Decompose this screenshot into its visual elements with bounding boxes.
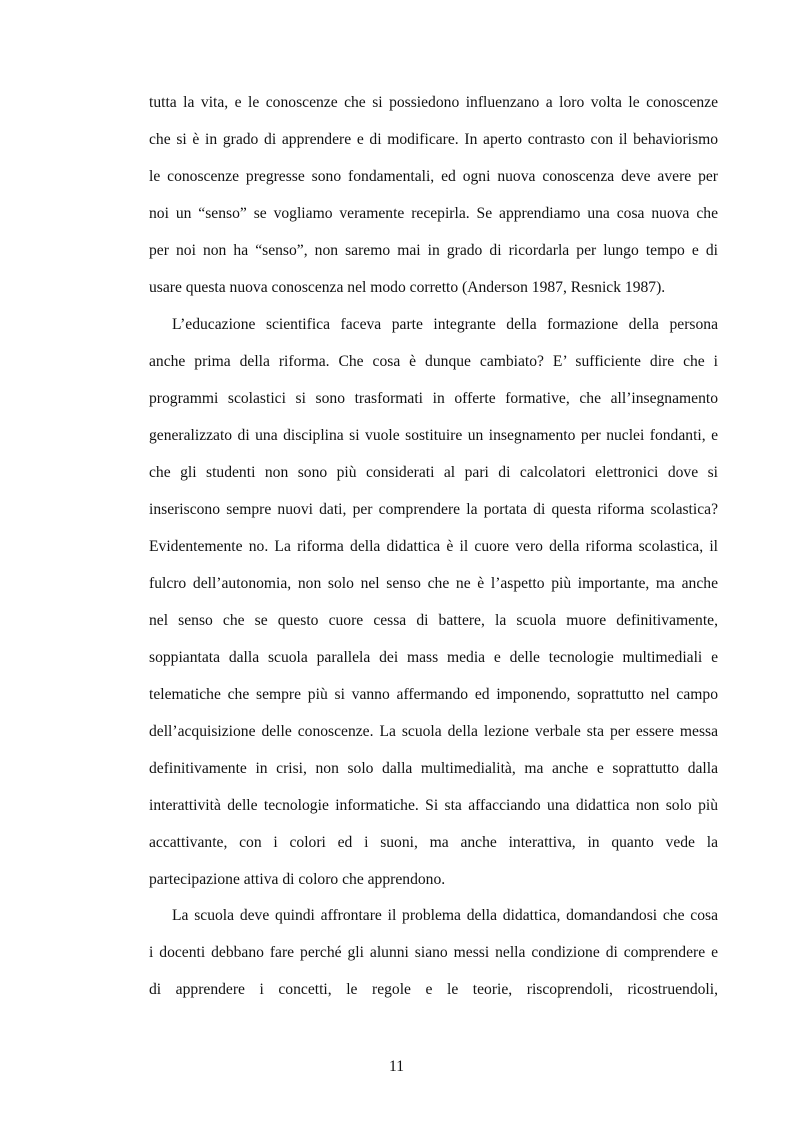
text-line: L’educazione scientifica faceva parte integrante della formazione della persona bbox=[172, 316, 718, 333]
text-line: tutta la vita, e le conoscenze che si possiedono influenzano a loro volta le conoscenze bbox=[149, 94, 718, 111]
text-line: nel senso che se questo cuore cessa di battere, la scuola muore definitivamente, bbox=[149, 612, 718, 629]
text-line: programmi scolastici si sono trasformati in offerte formative, che all’insegnamento bbox=[149, 390, 718, 407]
text-line: definitivamente in crisi, non solo dalla multimedialità, ma anche e soprattutto dalla bbox=[149, 760, 718, 777]
page-number: 11 bbox=[388, 1058, 404, 1075]
text-line: che gli studenti non sono più considerati al pari di calcolatori elettronici dove si bbox=[149, 464, 718, 481]
text-line: anche prima della riforma. Che cosa è dunque cambiato? E’ sufficiente dire che i bbox=[149, 353, 718, 370]
text-line: fulcro dell’autonomia, non solo nel senso che ne è l’aspetto più importante, ma anche bbox=[149, 575, 718, 592]
text-line: inseriscono sempre nuovi dati, per comprendere la portata di questa riforma scolastica? bbox=[149, 501, 718, 518]
text-line: per noi non ha “senso”, non saremo mai in grado di ricordarla per lungo tempo e di bbox=[149, 242, 718, 259]
text-line: usare questa nuova conoscenza nel modo corretto (Anderson 1987, Resnick 1987). bbox=[149, 279, 666, 296]
text-line: Evidentemente no. La riforma della didattica è il cuore vero della riforma scolastica, il bbox=[149, 538, 718, 555]
text-line: i docenti debbano fare perché gli alunni siano messi nella condizione di comprendere e bbox=[149, 944, 718, 961]
text-line: le conoscenze pregresse sono fondamentali, ed ogni nuova conoscenza deve avere per bbox=[149, 168, 718, 185]
text-line: che si è in grado di apprendere e di modificare. In aperto contrasto con il behaviorismo bbox=[149, 131, 718, 148]
text-line: accattivante, con i colori ed i suoni, ma anche interattiva, in quanto vede la bbox=[149, 834, 718, 851]
text-line: dell’acquisizione delle conoscenze. La scuola della lezione verbale sta per essere messa bbox=[149, 723, 718, 740]
text-line: telematiche che sempre più si vanno affermando ed imponendo, soprattutto nel campo bbox=[149, 686, 718, 703]
text-line: La scuola deve quindi affrontare il problema della didattica, domandandosi che cosa bbox=[172, 907, 718, 924]
text-line: soppiantata dalla scuola parallela dei mass media e delle tecnologie multimediali e bbox=[149, 649, 718, 666]
text-line: di apprendere i concetti, le regole e le teorie, riscoprendoli, ricostruendoli, bbox=[149, 981, 718, 998]
text-line: generalizzato di una disciplina si vuole sostituire un insegnamento per nuclei fondanti, e bbox=[149, 427, 718, 444]
text-line: noi un “senso” se vogliamo veramente recepirla. Se apprendiamo una cosa nuova che bbox=[149, 205, 718, 222]
text-line: partecipazione attiva di coloro che apprendono. bbox=[149, 871, 446, 888]
text-line: interattività delle tecnologie informatiche. Si sta affacciando una didattica non solo più bbox=[149, 797, 718, 814]
